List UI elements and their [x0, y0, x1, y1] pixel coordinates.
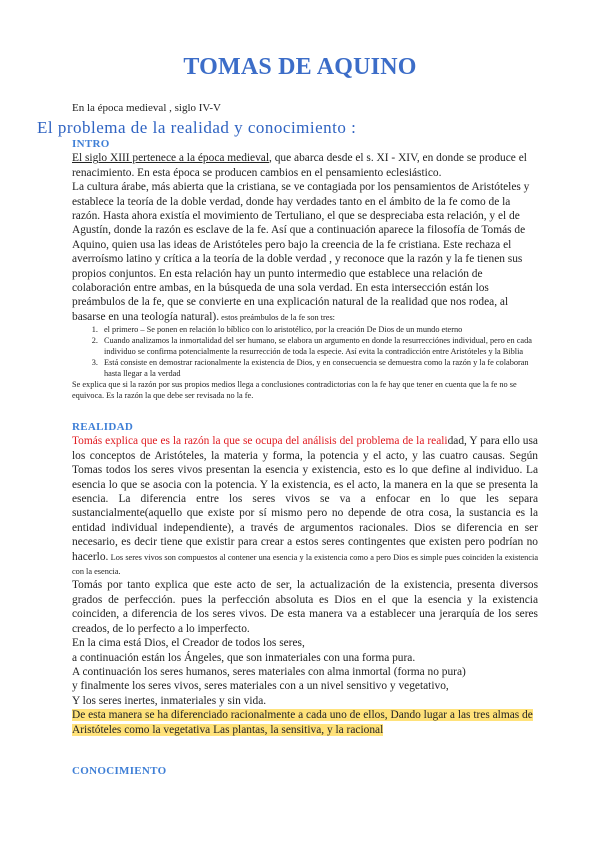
highlighted-paragraph	[72, 708, 538, 737]
section-heading: El problema de la realidad y conocimiento :	[37, 118, 357, 137]
intro-paragraph-1	[72, 151, 538, 180]
list-item: 1. el primero – Se ponen en relación lo bíblico con lo aristotélico, por la creación De Dios de un mundo eterno	[100, 324, 538, 335]
epoch-line: En la época medieval , siglo IV-V	[72, 102, 221, 114]
hierarchy-line: y finalmente los seres vivos, seres materiales con a un nivel sensitivo y vegetativo,	[72, 680, 449, 693]
intro-paragraph-2-small: estos preámbulos de la fe son tres:	[219, 312, 335, 322]
highlighted-text: De esta manera se ha diferenciado racionalmente a cada uno de ellos, Dando lugar a las tres almas de Aristóteles como la vegetativa Las plantas, la sensitiva, y la racional	[72, 709, 533, 736]
preambles-list	[72, 324, 538, 379]
intro-paragraph-2	[72, 180, 538, 324]
realidad-label: REALIDAD	[72, 421, 134, 433]
realidad-paragraph-1-small: Los seres vivos son compuestos al contener una esencia y la existencia como a pero Dios es simple pues coinciden la existencia con la esencia.	[72, 552, 538, 577]
hierarchy-line: En la cima está Dios, el Creador de todos los seres,	[72, 637, 305, 650]
intro-paragraph-2-text: La cultura árabe, más abierta que la cristiana, se ve contagiada por los pensamientos de Aristóteles y establece la teoría de la doble verdad, donde hay verdades tanto en el ámbito de la fe como de la razón. Hasta ahora existía el movimiento de Tertuliano, el que se despreciaba esta relación, y el de Agustín, donde la razón es esclave de la fe. Así que a continuación aparece la filosofía de Tomás de Aquino, quien usa las ideas de Aristóteles pero bajo la creencia de la fe cristiana. Este rechaza el averroísmo latino y crítica a la teoría de la doble verdad , y reconoce que la razón y la fe tienen sus propios conjuntos. En esta relación hay un punto intermedio que establece una relación de colaboración entre ambas, en la búsqueda de una sola verdad. En esta intersección están los preámbulos de la fe, que se convierte en una explicación natural de la realidad que nos rodea, al basarse en una teología natural).	[72, 181, 530, 323]
hierarchy-line: A continuación los seres humanos, seres materiales con alma inmortal (forma no pura)	[72, 665, 466, 678]
intro-paragraph-1-text: , que abarca desde el s. XI - XIV, en donde se produce el renacimiento. En esta época se producen cambios en el pensamiento eclesiástico.	[72, 152, 527, 179]
conocimiento-label: CONOCIMIENTO	[72, 765, 167, 777]
document-title: TOMAS DE AQUINO	[183, 54, 417, 80]
intro-note: Se explica que si la razón por sus propios medios llega a conclusiones contradictorias con la fe hay que tener en cuenta que la fe no se equivoca. Es la razón la que debe ser revisada no la fe.	[72, 380, 517, 401]
intro-underlined-text: El siglo XIII pertenece a la época medieval	[72, 152, 270, 165]
realidad-paragraph-2: Tomás por tanto explica que este acto de ser, la actualización de la existencia, presenta diversos grados de perfección. pues la perfección absoluta es Dios en el que la esencia y la existencia coinciden, a diferencia de los seres vivos. De esta manera va a establecer una jerarquía de los seres creados, de lo perfecto a lo imperfecto.	[72, 579, 538, 635]
list-item: 3. Está consiste en demostrar racionalmente la existencia de Dios, y en consecuencia se demuestra como la razón y la fe colaboran hasta llegar a la verdad	[100, 357, 538, 379]
hierarchy-line: a continuación están los Ángeles, que son inmateriales con una forma pura.	[72, 651, 416, 664]
intro-section	[72, 137, 538, 401]
hierarchy-line: Y los seres inertes, inmateriales y sin vida.	[72, 694, 267, 707]
realidad-paragraph-1-text: dad, Y para ello usa los conceptos de Aristóteles, la materia y forma, la potencia y el acto, y las cuatro causas. Según Tomas todos los seres vivos presentan la esencia y existencia, esto es lo que define al individuo. La esencia lo que se asocia con la potencia. Y la existencia, es el acto, la manera en la que se presenta la esencia. La diferencia entre los seres vivos se va a enfocar en lo que les separa sustancialmente(aquello que existe por sí mismo pero no depende de otra cosa, la sustancia es la entidad individual independiente), a través de argumentos racionales. Dios se diferencia en ser necesario, es decir tiene que existir para crear a estos seres contingentes que existen pero podrían no hacerlo.	[72, 435, 538, 563]
realidad-section	[72, 420, 538, 737]
realidad-paragraph-1	[72, 434, 538, 578]
realidad-red-text: Tomás explica que es la razón la que se ocupa del análisis del problema de la reali	[72, 435, 448, 448]
intro-label: INTRO	[72, 138, 110, 150]
list-item: 2. Cuando analizamos la inmortalidad del ser humano, se elabora un argumento en donde la resurrecciónes individual, pero en cada individuo se confirma potencialmente la resurrección de toda la especie. Así evita la contradicción entre Aristóteles y la Biblia	[100, 335, 538, 357]
